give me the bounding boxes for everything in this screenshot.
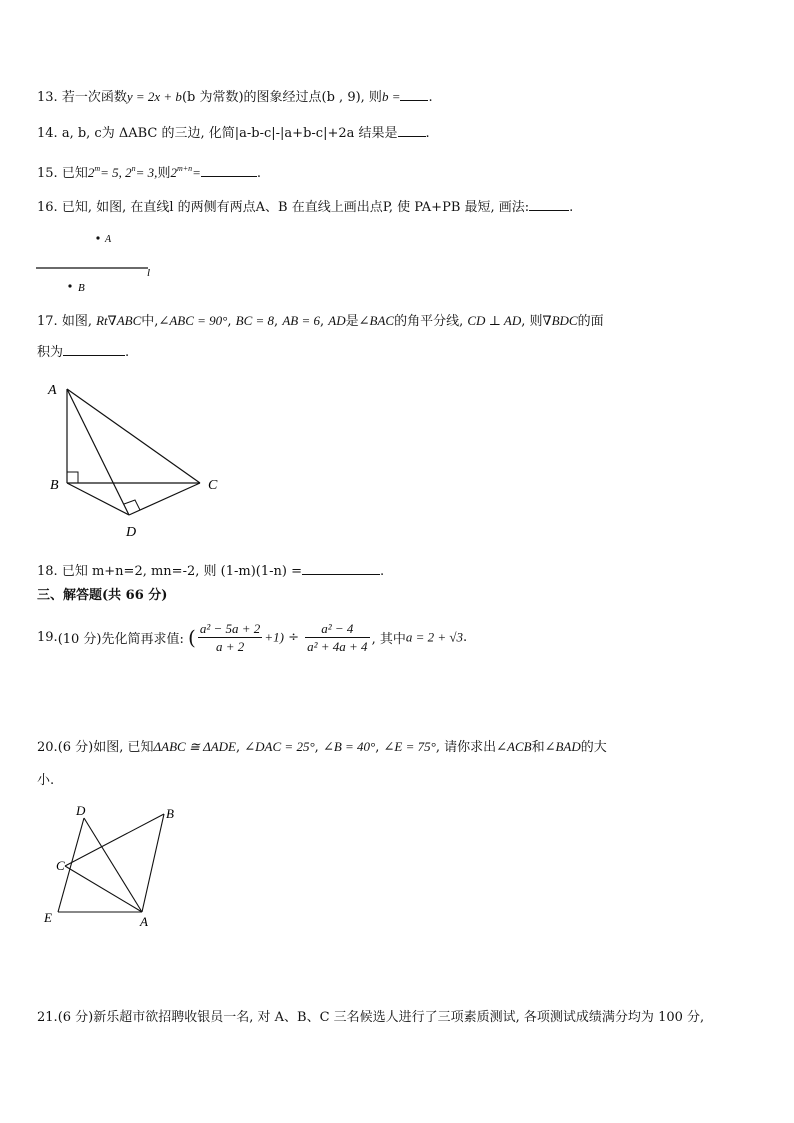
question-text: a, b, c为 ΔABC 的三边, 化简|a-b-c|-|a+b-c|+2a 结果是 (61, 126, 398, 141)
period: . (256, 166, 262, 181)
question-text: (b 为常数)的图象经过点(b , 9), 则 (181, 90, 382, 105)
math-expression: BC = 8 (235, 313, 275, 328)
question-number: 21. (37, 1010, 58, 1025)
answer-blank[interactable] (63, 343, 125, 356)
math-expression: ∠B = 40° (322, 739, 376, 754)
period: . (569, 200, 574, 215)
math-expression: $2^{m+n}=$ (170, 164, 201, 180)
math-expression: ∠DAC = 25° (244, 739, 315, 754)
math-expression: ΔABC ≅ ΔADE (153, 739, 236, 754)
point-a-label: A (105, 234, 112, 245)
question-text: 已知, 如图, 在直线l 的两侧有两点A、B 在直线上画出点P, 使 PA+PB 最短, 画法: (61, 200, 530, 215)
label-d: D (76, 803, 86, 818)
math-expression: ∠ACB (496, 739, 532, 754)
question-number: 16. (37, 200, 58, 215)
score: (6 分) (57, 1010, 94, 1025)
math-expression: a = 2 + √3 (405, 629, 464, 645)
question-text: , 则 (521, 314, 543, 329)
label-e: E (44, 910, 52, 925)
period: . (428, 90, 433, 105)
math-expression: AB = 6 (282, 313, 320, 328)
math-expression: ∇BDC (542, 313, 578, 328)
segment-cb (65, 814, 164, 866)
question-number: 17. (37, 314, 58, 329)
label-a: A (140, 914, 148, 929)
math-expression: ∠BAC (358, 313, 395, 328)
question-21 (37, 1009, 704, 1027)
math-expression: ∠E = 75° (383, 739, 436, 754)
question-19 (37, 620, 467, 655)
segment-ca (65, 866, 142, 912)
fraction-2: $\frac{\text{a² − 4}}{\text{a² + 4a + 4}}$ (307, 621, 368, 654)
answer-blank[interactable] (529, 198, 569, 211)
question-number: 14. (37, 126, 58, 141)
separator: , (227, 314, 232, 329)
question-text: 的面 (577, 314, 604, 329)
point-b-dot (68, 284, 71, 287)
question-text: , 请你求出 (435, 740, 497, 755)
math-expression: Rt∇ABC (96, 313, 142, 328)
question-text: 如图, (61, 314, 92, 329)
question-number: 19. (37, 630, 58, 645)
figure-20 (38, 800, 188, 930)
question-18 (37, 562, 384, 581)
question-20-line2: 小. (37, 773, 55, 788)
question-text: 先化简再求值: (101, 632, 184, 647)
question-text: 新乐超市欲招聘收银员一名, 对 A、B、C 三名候选人进行了三项素质测试, 各项测试成绩满分均为 100 分, (93, 1010, 705, 1025)
separator: , (236, 740, 241, 755)
segment-ad (67, 389, 129, 515)
question-text: 已知 (61, 166, 88, 181)
segment-da (84, 818, 142, 912)
question-number: 15. (37, 166, 58, 181)
answer-blank[interactable] (302, 562, 380, 575)
period: . (425, 126, 430, 141)
answer-blank[interactable] (398, 124, 426, 137)
question-17-line2 (37, 343, 129, 362)
math-expression: AD (328, 313, 346, 328)
math-expression: y = 2x + b (126, 89, 182, 104)
answer-blank[interactable] (400, 88, 428, 101)
label-a: A (48, 383, 57, 398)
spacer (84, 815, 162, 816)
label-c: C (208, 478, 218, 493)
math-expression: b = (381, 89, 401, 104)
segment-dc (129, 483, 200, 515)
question-text: 若一次函数 (61, 90, 127, 105)
question-15 (37, 160, 261, 183)
right-angle-b (67, 472, 78, 483)
question-number: 18. (37, 564, 58, 579)
line-l-label: l (147, 267, 151, 279)
question-number: 13. (37, 90, 58, 105)
question-text: , 其中 (371, 632, 406, 647)
period: . (379, 564, 385, 579)
question-text: 的大 (580, 740, 607, 755)
question-text: 积为 (37, 345, 64, 360)
question-text: 中, (141, 314, 159, 329)
math-expression: CD ⊥ AD (467, 313, 522, 328)
separator: , (375, 740, 380, 755)
figure-17 (40, 376, 230, 542)
math-expression: ∠BAD (544, 739, 581, 754)
separator: , (274, 314, 279, 329)
math-expression: +1) (264, 629, 284, 645)
separator: , (319, 314, 325, 329)
separator: , (314, 740, 319, 755)
label-c: C (56, 858, 65, 873)
segment-ac (67, 389, 200, 483)
period: . (463, 630, 468, 645)
label-b: B (50, 478, 59, 493)
fraction-1: $\frac{\text{a² − 5a + 2}}{a + 2}$ (199, 621, 261, 654)
question-number: 20. (37, 740, 58, 755)
point-a-dot (96, 236, 99, 239)
question-text: 是 (345, 314, 359, 329)
question-text: 如图, 已知 (93, 740, 154, 755)
open-paren: ( (188, 625, 196, 650)
question-text: 和 (531, 740, 545, 755)
period: . (125, 345, 130, 360)
question-17 (37, 312, 604, 331)
question-13 (37, 88, 433, 107)
score: (10 分) (57, 632, 102, 647)
question-text: 已知 m+n=2, mn=-2, 则 (1-m)(1-n) = (61, 564, 302, 579)
segment-ba (142, 814, 164, 912)
question-text: 则 (157, 166, 171, 181)
math-expression: $2^m= 5$, $2^n= 3$, (87, 164, 158, 180)
label-b: B (166, 806, 174, 821)
question-14 (37, 124, 430, 143)
answer-blank[interactable] (201, 164, 257, 177)
segment-bd (67, 483, 129, 515)
label-d: D (126, 525, 137, 540)
point-b-label: B (78, 282, 85, 294)
question-16 (37, 198, 573, 217)
section-heading: 三、解答题(共 66 分) (37, 588, 168, 603)
math-expression: ∠ABC = 90° (158, 313, 228, 328)
score: (6 分) (57, 740, 94, 755)
figure-16 (30, 228, 180, 300)
question-20 (37, 738, 607, 757)
divide-sign: ÷ (288, 630, 299, 645)
question-text: 的角平分线, (394, 314, 464, 329)
